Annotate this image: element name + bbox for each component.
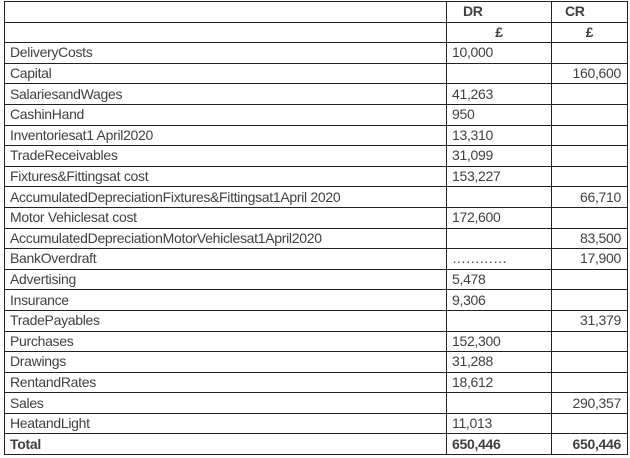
cr-currency: £	[552, 22, 628, 43]
trial-balance-table	[4, 1, 628, 455]
credit-amount	[552, 166, 628, 187]
account-name: Inventoriesat1 April2020	[5, 125, 447, 146]
table-row	[5, 310, 628, 331]
table-row	[5, 393, 628, 414]
credit-amount	[552, 269, 628, 290]
debit-amount: 10,000	[447, 43, 552, 64]
debit-amount: 18,612	[447, 372, 552, 393]
account-name: Capital	[5, 63, 447, 84]
header-blank-cell	[5, 2, 447, 23]
total-row	[5, 434, 628, 455]
table-row	[5, 166, 628, 187]
table-row	[5, 104, 628, 125]
cr-header: CR	[552, 2, 628, 23]
debit-amount	[447, 393, 552, 414]
table-row	[5, 84, 628, 105]
table-row	[5, 413, 628, 434]
debit-amount	[447, 228, 552, 249]
debit-amount: 950	[447, 104, 552, 125]
currency-blank-cell	[5, 22, 447, 43]
account-name: AccumulatedDepreciationFixtures&Fittingsat1April 2020	[5, 187, 447, 208]
account-name: BankOverdraft	[5, 249, 447, 270]
table-row	[5, 187, 628, 208]
debit-amount	[447, 310, 552, 331]
credit-amount: 31,379	[552, 310, 628, 331]
table-row	[5, 228, 628, 249]
debit-amount	[447, 63, 552, 84]
debit-amount: 11,013	[447, 413, 552, 434]
credit-amount	[552, 331, 628, 352]
credit-amount	[552, 125, 628, 146]
credit-amount: 83,500	[552, 228, 628, 249]
account-name: CashinHand	[5, 104, 447, 125]
debit-amount: 9,306	[447, 290, 552, 311]
debit-amount: 41,263	[447, 84, 552, 105]
account-name: Drawings	[5, 352, 447, 373]
account-name: TradeReceivables	[5, 146, 447, 167]
account-name: TradePayables	[5, 310, 447, 331]
debit-amount: …………	[447, 249, 552, 270]
dr-currency: £	[447, 22, 552, 43]
table-row	[5, 207, 628, 228]
debit-amount: 31,099	[447, 146, 552, 167]
credit-amount	[552, 352, 628, 373]
debit-amount: 5,478	[447, 269, 552, 290]
total-cr: 650,446	[552, 434, 628, 455]
credit-amount	[552, 84, 628, 105]
credit-amount: 66,710	[552, 187, 628, 208]
account-name: Purchases	[5, 331, 447, 352]
table-row	[5, 125, 628, 146]
table-row	[5, 269, 628, 290]
account-name: DeliveryCosts	[5, 43, 447, 64]
account-name: AccumulatedDepreciationMotorVehiclesat1April2020	[5, 228, 447, 249]
debit-amount: 31,288	[447, 352, 552, 373]
debit-amount: 172,600	[447, 207, 552, 228]
credit-amount: 290,357	[552, 393, 628, 414]
total-dr: 650,446	[447, 434, 552, 455]
credit-amount	[552, 207, 628, 228]
table-row	[5, 43, 628, 64]
table-row	[5, 331, 628, 352]
dr-header: DR	[447, 2, 552, 23]
table-row	[5, 249, 628, 270]
debit-amount: 13,310	[447, 125, 552, 146]
credit-amount	[552, 372, 628, 393]
account-name: SalariesandWages	[5, 84, 447, 105]
credit-amount	[552, 43, 628, 64]
table-row	[5, 290, 628, 311]
credit-amount	[552, 290, 628, 311]
total-label: Total	[5, 434, 447, 455]
credit-amount	[552, 146, 628, 167]
table-row	[5, 146, 628, 167]
account-name: Sales	[5, 393, 447, 414]
header-row	[5, 2, 628, 23]
credit-amount	[552, 413, 628, 434]
credit-amount	[552, 104, 628, 125]
debit-amount: 152,300	[447, 331, 552, 352]
debit-amount: 153,227	[447, 166, 552, 187]
account-name: RentandRates	[5, 372, 447, 393]
account-name: Fixtures&Fittingsat cost	[5, 166, 447, 187]
account-name: HeatandLight	[5, 413, 447, 434]
debit-amount	[447, 187, 552, 208]
credit-amount: 17,900	[552, 249, 628, 270]
account-name: Advertising	[5, 269, 447, 290]
account-name: Motor Vehiclesat cost	[5, 207, 447, 228]
credit-amount: 160,600	[552, 63, 628, 84]
currency-row	[5, 22, 628, 43]
table-row	[5, 352, 628, 373]
table-row	[5, 372, 628, 393]
account-name: Insurance	[5, 290, 447, 311]
table-row	[5, 63, 628, 84]
